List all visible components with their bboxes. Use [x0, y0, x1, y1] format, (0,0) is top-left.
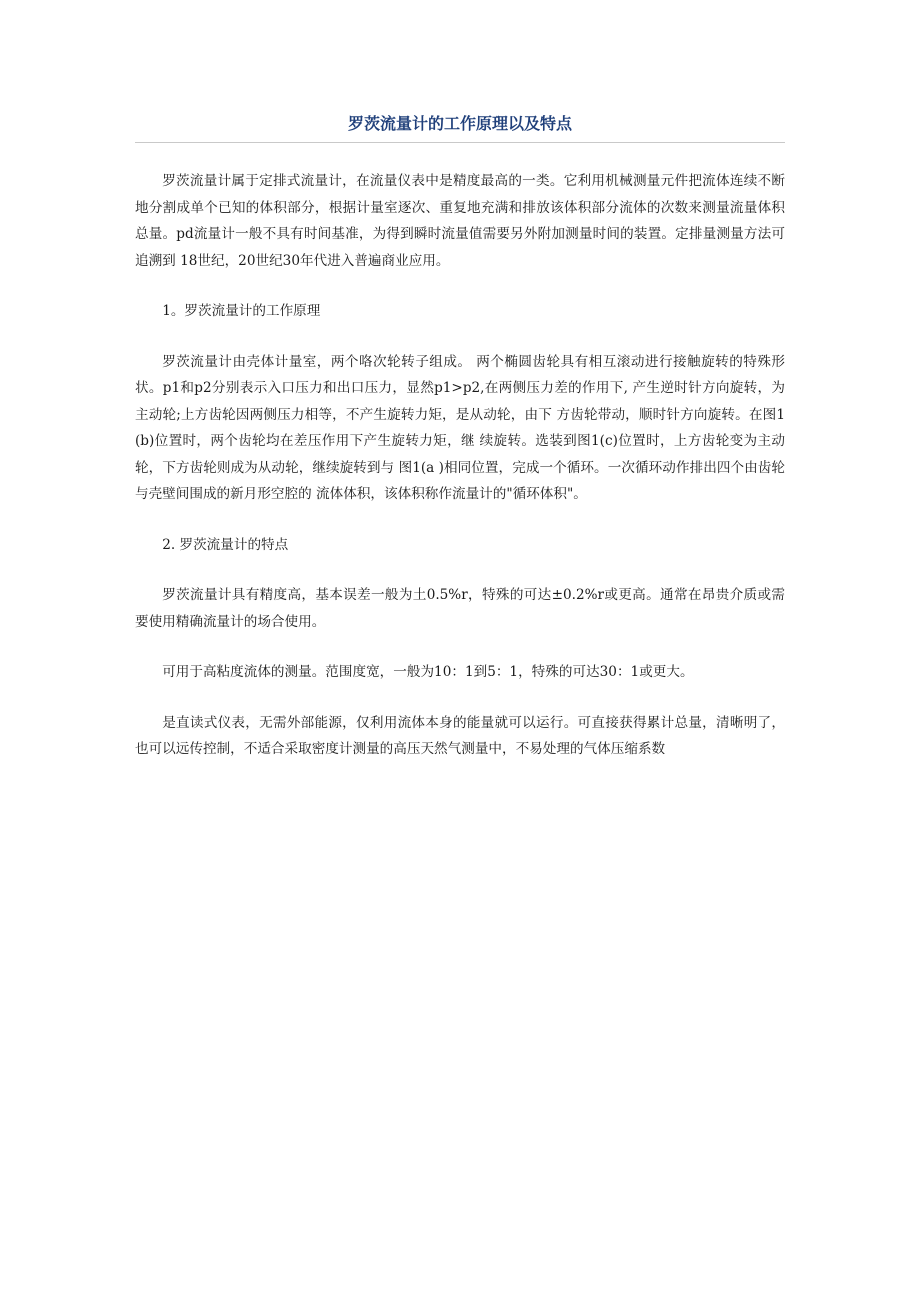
- paragraph-principle: 罗茨流量计由壳体计量室，两个咯次轮转子组成。 两个椭圆齿轮具有相互滚动进行接触旋转的特殊形状。p1和p2分别表示入口压力和出口压力，显然p1>p2,在两侧压力差的作用下, 产生逆时针方向旋转，为主动轮;上方齿轮因两侧压力相等，不产生旋转力矩，是从动轮，由下 方齿轮带动，顺时针方向旋转。在图1(b)位置时，两个齿轮均在差压作用下产生旋转力矩，继 续旋转。选装到图1(c)位置时，上方齿轮变为主动轮，下方齿轮则成为从动轮，继续旋转到与 图1(a )相同位置，完成一个循环。一次循环动作排出四个由齿轮与壳壁间围成的新月形空腔的 流体体积，该体积称作流量计的"循环体积"。: [135, 353, 785, 502]
- paragraph-direct-reading: 是直读式仪表，无需外部能源，仅利用流体本身的能量就可以运行。可直接获得累计总量，清晰明了，也可以远传控制，不适合采取密度计测量的高压天然气测量中，不易处理的气体压缩系数: [135, 714, 785, 757]
- paragraph-accuracy: 罗茨流量计具有精度高，基本误差一般为土0.5%r，特殊的可达±0.2%r或更高。通常在昂贵介质或需要使用精确流量计的场合使用。: [135, 587, 785, 630]
- section-heading-features: 2. 罗茨流量计的特点: [162, 536, 289, 553]
- section-heading-principle: 1。罗茨流量计的工作原理: [162, 303, 321, 319]
- document-title: 罗茨流量计的工作原理以及特点: [135, 112, 785, 143]
- paragraph-viscosity: 可用于高粘度流体的测量。范围度宽，一般为10：1到5：1，特殊的可达30：1或更大。: [162, 664, 694, 680]
- paragraph-intro: 罗茨流量计属于定排式流量计，在流量仪表中是精度最高的一类。它利用机械测量元件把流体连续不断地分割成单个已知的体积部分，根据计量室逐次、重复地充满和排放该体积部分流体的次数来测量流量体积总量。pd流量计一般不具有时间基准，为得到瞬时流量值需要另外附加测量时间的装置。定排量测量方法可追溯到 18世纪，20世纪30年代进入普遍商业应用。: [135, 173, 785, 269]
- document-page: [135, 112, 785, 763]
